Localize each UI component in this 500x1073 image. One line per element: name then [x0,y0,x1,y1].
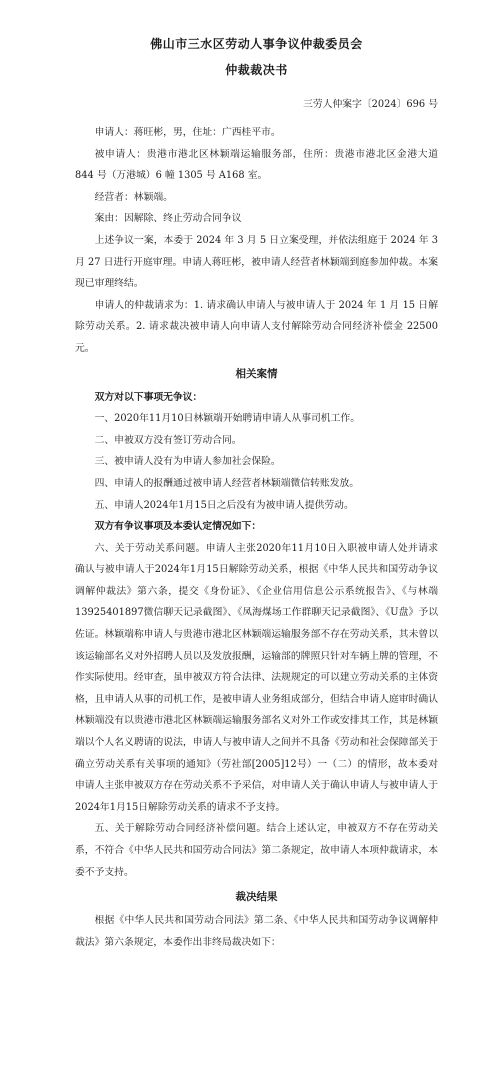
cause-line: 案由：因解除、终止劳动合同争议 [94,213,242,225]
result-paragraph: 根据《中华人民共和国劳动合同法》第二条、《中华人民共和国劳动争议调解仲裁法》第六条规定，本委作出非终局裁决如下： [75,915,438,948]
claims-paragraph: 申请人的仲裁请求为：1. 请求确认申请人与被申请人于 2024 年 1 月 15 日解除劳动关系。2. 请求裁决被申请人向申请人支付解除劳动合同经济补偿金 22500 元。 [75,299,438,354]
undisputed-item: 五、申请人2024年1月15日之后没有为被申请人提供劳动。 [94,499,354,511]
disputed-item-labor-relation: 六、关于劳动关系问题。申请人主张2020年11月10日入职被申请人处并请求确认与被申请人于2024年1月15日解除劳动关系，根据《中华人民共和国劳动争议调解仲裁法》第六条，提交《身份证》、《企业信用信息公示系统报告》、《与林端13925401897微信聊天记录截图》、《凤海煤场工作群聊天记录截图》、《U盘》予以佐证。林颖端称申请人与贵港市港北区林颖端运输服务部不存在劳动关系，其未曾以该运输部名义对外招聘人员以及发放报酬，运输部的牌照只针对车辆上牌的管理，不作实际使用。经审查，虽申被双方符合法律、法规规定的可以建立劳动关系的主体资格，且申请人从事的司机工作，是被申请人业务组成部分，但结合申请人庭审时确认林颖端没有以贵港市港北区林颖端运输服务部名义对外工作或安排其工作，其是林颖端以个人名义聘请的说法，申请人与被申请人之间并不具备《劳动和社会保障部关于确立劳动关系有关事项的通知》（劳社部[2005]12号）一（二）的情形，故本委对申请人主张申被双方存在劳动关系不予采信，对申请人关于确认申请人与被申请人于2024年1月15日解除劳动关系的请求不予支持。 [75,542,438,813]
section-heading-result: 裁决结果 [235,891,278,904]
undisputed-item: 三、被申请人没有为申请人参加社会保险。 [94,456,281,468]
operator-line: 经营者：林颖端。 [94,191,173,203]
org-title: 佛山市三水区劳动人事争议仲裁委员会 [150,37,363,51]
disputed-heading: 双方有争议事项及本委认定情况如下： [94,521,262,533]
undisputed-heading: 双方对以下事项无争议： [94,391,203,403]
undisputed-item: 四、申请人的报酬通过被申请人经营者林颖端微信转账发放。 [94,477,360,489]
disputed-item-compensation: 五、关于解除劳动合同经济补偿问题。结合上述认定，申被双方不存在劳动关系，不符合《中华人民共和国劳动合同法》第二条规定，故申请人本项仲裁请求，本委不予支持。 [75,823,438,878]
respondent-line: 被申请人：贵港市港北区林颖端运输服务部，住所：贵港市港北区金港大道 844 号（万港城）6 幢 1305 号 A168 室。 [75,148,438,182]
case-number: 三劳人仲案字〔2024〕696 号 [303,99,438,110]
section-heading-facts: 相关案情 [235,367,278,380]
undisputed-item: 一、2020年11月10日林颖端开始聘请申请人从事司机工作。 [94,413,360,425]
applicant-line: 申请人：蒋旺彬，男，住址：广西桂平市。 [94,127,281,138]
document-title: 仲裁裁决书 [225,63,288,77]
intro-paragraph: 上述争议一案，本委于 2024 年 3 月 5 日立案受理，并依法组庭于 2024 年 3 月 27 日进行开庭审理。申请人蒋旺彬，被申请人经营者林颖端到庭参加仲裁。本案现已审理终结。 [75,234,438,290]
undisputed-item: 二、申被双方没有签订劳动合同。 [94,434,242,446]
